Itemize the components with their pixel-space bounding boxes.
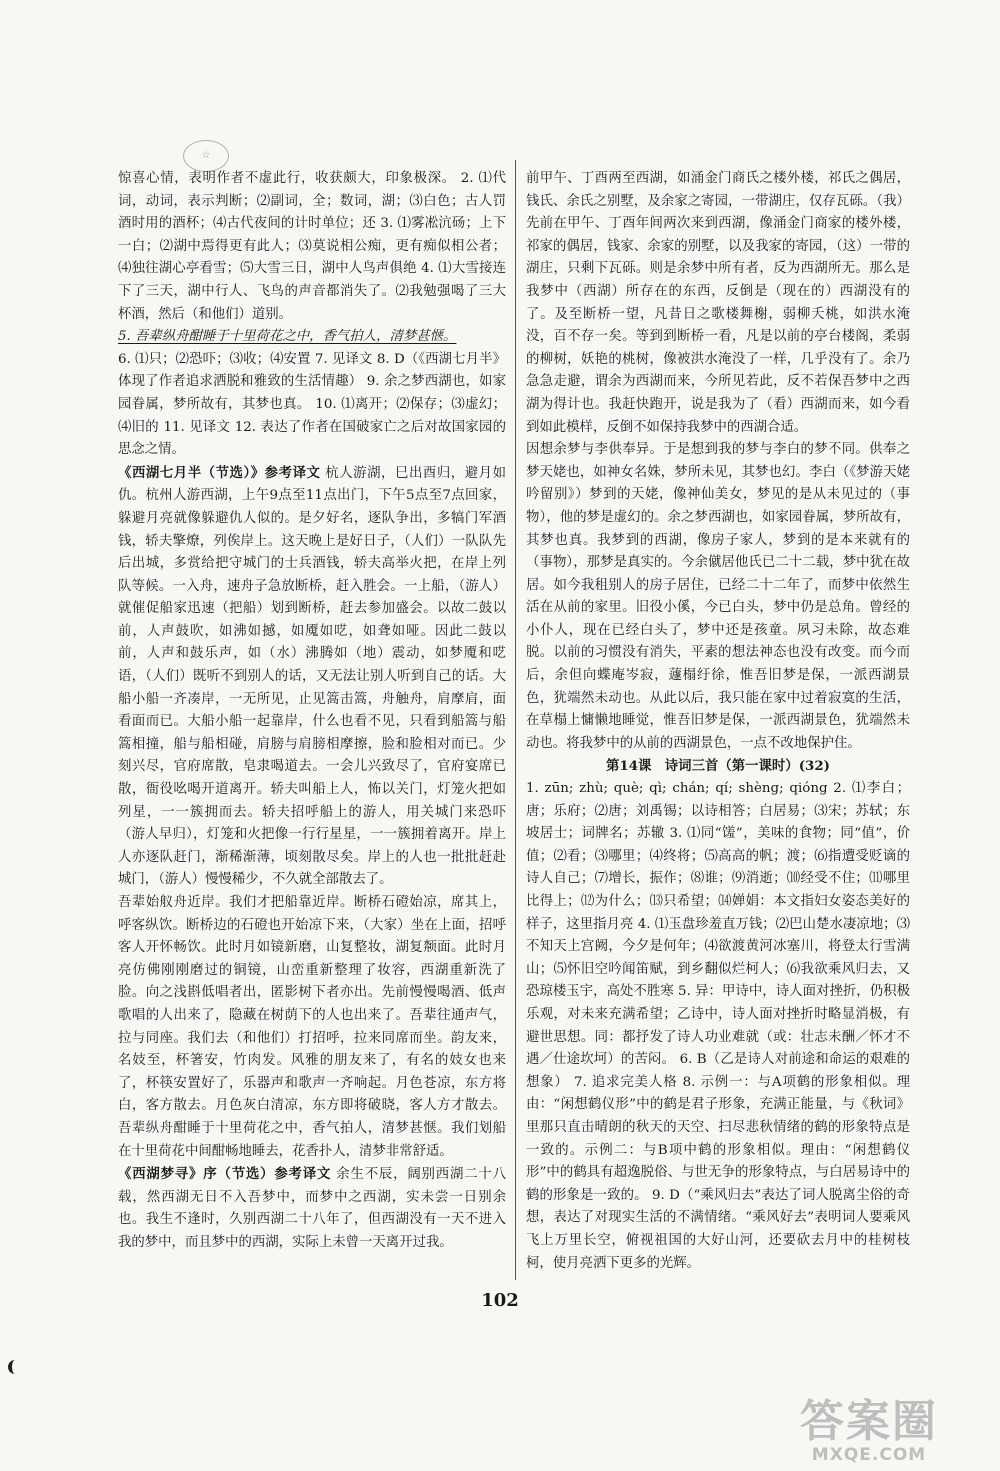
translation1-title: 《西湖七月半（节选）》参考译文 <box>118 464 321 481</box>
translation1-body: 杭人游湖，巳出酉归，避月如仇。杭州人游西湖，上午9点至11点出门，下午5点至7点回家，躲避月亮就像躲避仇人似的。是夕好名，逐队争出，多犒门军酒钱，轿夫擎燎，列俟岸上。这天晚上是好日子，（人们）一队队先后出城，多赏给把守城门的士兵酒钱，轿夫高举火把，在岸上列队等候。一入舟，速舟子急放断桥，赶入胜会。一上船，（游人）就催促船家迅速（把船）划到断桥，赶去参加盛会。以故二鼓以前，人声鼓吹，如沸如撼，如魇如呓，如聋如哑。因此二鼓以前，人声和鼓乐声，如（水）沸腾如（地）震动，如梦魇和呓语，（人们）既听不到别人的话，又无法让别人听到自己的话。大船小船一齐凑岸，一无所见，止见篙击篙，舟触舟，肩摩肩，面看面而已。大船小船一起靠岸，什么也看不见，只看到船篙与船篙相撞，船与船相碰，肩膀与肩膀相摩擦，脸和脸相对而已。少刻兴尽，官府席散，皂隶喝道去。一会儿兴致尽了，官府宴席已散，衙役吆喝开道离开。轿夫叫船上人，怖以关门，灯笼火把如列星，一一簇拥而去。轿夫招呼船上的游人，用关城门来恐吓（游人早归），灯笼和火把像一行行星星，一一簇拥着离开。岸上人亦逐队赶门，渐稀渐薄，顷刻散尽矣。岸上的人也一批批赶赴城门，（游人）慢慢稀少，不久就全部散去了。 <box>118 465 506 888</box>
answers-part1: 惊喜心情，表明作者不虚此行，收获颇大，印象极深。 2. ⑴代词，动词，表示判断；⑵副词，全；数词，湖；⑶白色；古人罚酒时用的酒杯；⑷古代夜间的计时单位；还 3. ⑴雾凇沆砀；上下一白；⑵湖中焉得更有此人；⑶莫说相公痴，更有痴似相公者；⑷独往湖心亭看雪；⑸大雪三日，湖中人鸟声俱绝 4. ⑴大雪接连下了三天，湖中行人、飞鸟的声音都消失了。⑵我勉强喝了三大杯酒，然后（和他们）道别。 <box>118 171 506 322</box>
translation2-title: 《西湖梦寻》序（节选）参考译文 <box>118 1166 332 1183</box>
translation2-continued: 前甲午、丁酉两至西湖，如涌金门商氏之楼外楼，祁氏之偶居，钱氏、余氏之别墅，及余家之寄园，一带湖庄，仅存瓦砾。（我）先前在甲午、丁酉年间两次来到西湖，像涌金门商家的楼外楼，祁家的偶居，钱家、余家的别墅，以及我家的寄园，（这）一带的湖庄，只剩下瓦砾。则是余梦中所有者，反为西湖所无。那么是我梦中（西湖）所存在的东西，反倒是（现在的）西湖没有的了。及至断桥一望，凡昔日之歌楼舞榭，弱柳夭桃，如洪水淹没，百不存一矣。等到到断桥一看，凡是以前的亭台楼阁，柔弱的柳树，妖艳的桃树，像被洪水淹没了一样，几乎没有了。余乃急急走避，谓余为西湖而来，今所见若此，反不若保吾梦中之西湖为得计也。我赶快跑开，说是我为了（看）西湖而来，如今看到如此模样，反倒不如保持我梦中的西湖合适。 <box>526 171 910 435</box>
watermark-logo <box>800 1398 938 1464</box>
stamp-mark: ☆ <box>183 140 229 172</box>
translation2-continued2: 因想余梦与李供奉异。于是想到我的梦与李白的梦不同。供奉之梦天姥也，如神女名姝，梦所未见，其梦也幻。李白（《梦游天姥吟留别》）梦到的天姥，像神仙美女，梦见的是从未见过的（事物），他的梦是虚幻的。余之梦西湖也，如家园眷属，梦所故有，其梦也真。我梦到的西湖，像房子家人，梦到的是本来就有的（事物），那梦是真实的。今余僦居他氏已二十二载，梦中犹在故居。如今我租别人的房子居住，已经二十二年了，而梦中依然生活在从前的家里。旧役小傒，今已白头，梦中仍是总角。曾经的小仆人，现在已经白头了，梦中还是孩童。夙习未除，故态难脱。以前的习惯没有消失，平素的想法神态也没有改变。而今而后，余但向蝶庵岑寂，蘧榻纡徐，惟吾旧梦是保，一派西湖景色，犹端然未动也。从此以后，我只能在家中过着寂寞的生活，在草榻上慵懒地睡觉，惟吾旧梦是保，一派西湖景色，犹端然未动也。将我梦中的从前的西湖景色，一点不改地保护住。 <box>526 442 910 751</box>
translation2-body: 余生不辰，阔别西湖二十八载，然西湖无日不入吾梦中，而梦中之西湖，实未尝一日别余也。我生不逢时，久别西湖二十八年了，但西湖没有一天不进入我的梦中，而且梦中的西湖，实际上未曾一天离开过我。 <box>118 1167 507 1250</box>
translation1-body2: 吾辈始舣舟近岸。我们才把船靠近岸。断桥石磴始凉，席其上，呼客纵饮。断桥边的石磴也开始凉下来，（大家）坐在上面，招呼客人开怀畅饮。此时月如镜新磨，山复整妆，湖复颒面。此时月亮仿佛刚刚磨过的铜镜，山峦重新整理了妆容，西湖重新洗了脸。向之浅斟低唱者出，匿影树下者亦出。先前慢慢喝酒、低声歌唱的人出来了，隐藏在树荫下的人也出来了。吾辈往通声气，拉与同座。我们去（和他们）打招呼，拉来同席而坐。韵友来，名妓至，杯箸安，竹肉发。风雅的朋友来了，有名的妓女也来了，杯筷安置好了，乐器声和歌声一齐响起。月色苍凉，东方将白，客方散去。月色灰白清凉，东方即将破晓，客人方才散去。吾辈纵舟酣睡于十里荷花之中，香气拍人，清梦甚惬。我们划船在十里荷花中间酣畅地睡去，花香扑人，清梦非常舒适。 <box>118 895 506 1159</box>
right-column <box>526 168 910 1275</box>
corner-mark <box>8 1360 19 1374</box>
left-column <box>118 168 506 1255</box>
column-divider <box>515 160 516 1280</box>
lesson-title: 第14课 诗词三首（第一课时）(32) <box>605 758 831 775</box>
answers-part3: 6. ⑴只；⑵恐吓；⑶收；⑷安置 7. 见译文 8. D（《西湖七月半》体现了作者追求洒脱和雅致的生活情趣） 9. 余之梦西湖也，如家园眷属，梦所故有，其梦也真。 10. ⑴离开；⑵保存；⑶虚幻；⑷旧的 11. 见译文 12. 表达了作者在国破家亡之后对故国家园的思念之情。 <box>118 351 506 458</box>
lesson-answers: 1. zūn; zhù; què; qì; chán; qí; shèng; qióng 2. ⑴李白；唐；乐府；⑵唐；刘禹锡；以诗相答；白居易；⑶宋；苏轼；东坡居士；词牌名；苏辙 3. ⑴同“馐”，美味的食物；同“值”，价值；⑵看；⑶哪里；⑷终将；⑸高高的帆；渡；⑹指遭受贬谪的诗人自己；⑺增长，振作；⑻谁；⑼消逝；⑽经受不住；⑾哪里比得上；⑿为什么；⒀只希望；⒁婵娟：本文指妇女姿态美好的样子，这里指月亮 4. ⑴玉盘珍羞直万钱；⑵巴山楚水凄凉地；⑶不知天上宫阙，今夕是何年；⑷欲渡黄河冰塞川，将登太行雪满山；⑸怀旧空吟闻笛赋，到乡翻似烂柯人；⑹我欲乘风归去，又恐琼楼玉宇，高处不胜寒 5. 异：甲诗中，诗人面对挫折，仍积极乐观，对未来充满希望；乙诗中，诗人面对挫折时略显消极，有避世思想。同：都抒发了诗人功业难就（或：壮志未酬／怀才不遇／仕途坎坷）的苦闷。 6. B（乙是诗人对前途和命运的艰难的想象） 7. 追求完美人格 8. 示例一：与A项鹤的形象相似。理由：“闲想鹤仪形”中的鹤是君子形象，充满正能量，与《秋词》里那只直击晴朗的秋天的天空、扫尽悲秋情绪的鹤的形象特点是一致的。示例二：与B项中鹤的形象相似。理由：“闲想鹤仪形”中的鹤具有超逸脱俗、与世无争的形象特点，与白居易诗中的鹤的形象是一致的。 9. D（“乘风归去”表达了词人脱离尘俗的奇想，表达了对现实生活的不满情绪。“乘风好去”表明词人要乘风飞上万里长空，俯视祖国的大好山河，还要砍去月中的桂树枝柯，使月亮洒下更多的光辉。 <box>526 781 910 1271</box>
answers-part2: 5. 吾辈纵舟酣睡于十里荷花之中，香气拍人，清梦甚惬。 <box>118 329 457 345</box>
watermark-url: MXQE.COM <box>811 1445 927 1465</box>
page-number: 102 <box>481 1290 519 1311</box>
watermark-title: 答案圈 <box>800 1396 938 1447</box>
